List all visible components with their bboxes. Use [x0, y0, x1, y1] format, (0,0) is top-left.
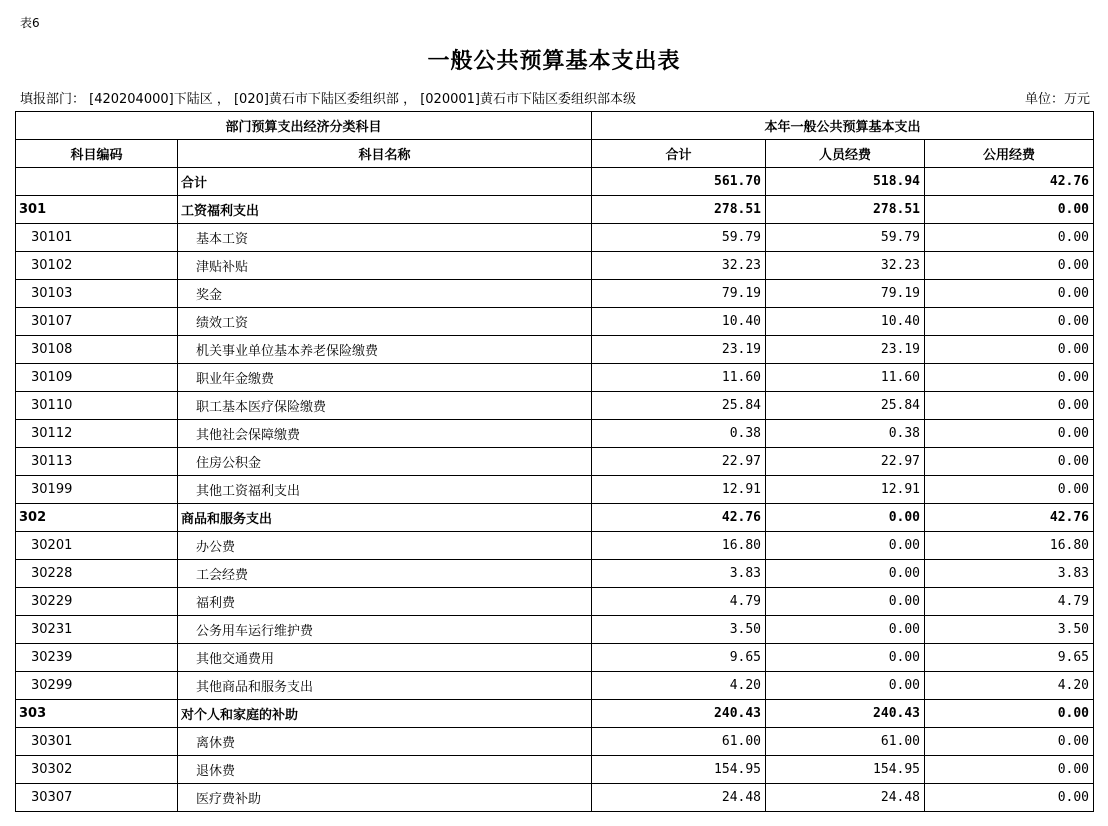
cell-personnel: 25.84	[766, 392, 925, 420]
cell-total: 16.80	[592, 532, 766, 560]
table-row	[16, 504, 1094, 532]
cell-code: 30199	[16, 476, 178, 504]
budget-table	[15, 111, 1094, 812]
cell-total: 3.83	[592, 560, 766, 588]
cell-total: 0.38	[592, 420, 766, 448]
cell-public: 0.00	[925, 364, 1094, 392]
header-public: 公用经费	[925, 140, 1094, 168]
cell-code: 30239	[16, 644, 178, 672]
cell-public: 0.00	[925, 252, 1094, 280]
table-row	[16, 644, 1094, 672]
cell-total: 32.23	[592, 252, 766, 280]
header-code: 科目编码	[16, 140, 178, 168]
cell-name: 办公费	[178, 532, 592, 560]
cell-code	[16, 168, 178, 196]
cell-public: 0.00	[925, 308, 1094, 336]
cell-public: 0.00	[925, 756, 1094, 784]
table-row	[16, 616, 1094, 644]
cell-personnel: 0.38	[766, 420, 925, 448]
cell-public: 0.00	[925, 280, 1094, 308]
cell-name: 绩效工资	[178, 308, 592, 336]
cell-name: 其他交通费用	[178, 644, 592, 672]
table-row	[16, 224, 1094, 252]
cell-code: 30299	[16, 672, 178, 700]
cell-name: 住房公积金	[178, 448, 592, 476]
cell-code: 302	[16, 504, 178, 532]
cell-name: 工会经费	[178, 560, 592, 588]
table-row	[16, 560, 1094, 588]
cell-personnel: 0.00	[766, 644, 925, 672]
cell-name: 合计	[178, 168, 592, 196]
table-row	[16, 336, 1094, 364]
cell-public: 9.65	[925, 644, 1094, 672]
cell-public: 0.00	[925, 196, 1094, 224]
cell-total: 24.48	[592, 784, 766, 812]
table-row	[16, 756, 1094, 784]
cell-personnel: 11.60	[766, 364, 925, 392]
cell-public: 0.00	[925, 476, 1094, 504]
cell-total: 22.97	[592, 448, 766, 476]
cell-personnel: 12.91	[766, 476, 925, 504]
cell-total: 79.19	[592, 280, 766, 308]
cell-personnel: 24.48	[766, 784, 925, 812]
cell-code: 30228	[16, 560, 178, 588]
cell-public: 0.00	[925, 420, 1094, 448]
cell-name: 对个人和家庭的补助	[178, 700, 592, 728]
cell-name: 其他工资福利支出	[178, 476, 592, 504]
cell-total: 278.51	[592, 196, 766, 224]
table-row	[16, 196, 1094, 224]
cell-name: 基本工资	[178, 224, 592, 252]
table-row	[16, 588, 1094, 616]
cell-public: 0.00	[925, 784, 1094, 812]
cell-personnel: 23.19	[766, 336, 925, 364]
cell-public: 0.00	[925, 392, 1094, 420]
cell-name: 奖金	[178, 280, 592, 308]
cell-personnel: 278.51	[766, 196, 925, 224]
cell-total: 11.60	[592, 364, 766, 392]
cell-public: 4.79	[925, 588, 1094, 616]
cell-personnel: 154.95	[766, 756, 925, 784]
cell-total: 12.91	[592, 476, 766, 504]
cell-code: 30109	[16, 364, 178, 392]
cell-code: 303	[16, 700, 178, 728]
cell-total: 561.70	[592, 168, 766, 196]
cell-total: 23.19	[592, 336, 766, 364]
table-row	[16, 476, 1094, 504]
table-row	[16, 392, 1094, 420]
cell-code: 30307	[16, 784, 178, 812]
cell-name: 职业年金缴费	[178, 364, 592, 392]
cell-personnel: 518.94	[766, 168, 925, 196]
cell-public: 4.20	[925, 672, 1094, 700]
cell-code: 30107	[16, 308, 178, 336]
table-row	[16, 448, 1094, 476]
table-row	[16, 280, 1094, 308]
table-number: 表6	[20, 16, 40, 30]
cell-total: 4.20	[592, 672, 766, 700]
cell-total: 4.79	[592, 588, 766, 616]
cell-total: 61.00	[592, 728, 766, 756]
cell-total: 25.84	[592, 392, 766, 420]
header-group-classification: 部门预算支出经济分类科目	[16, 112, 592, 140]
cell-personnel: 0.00	[766, 588, 925, 616]
cell-public: 0.00	[925, 700, 1094, 728]
table-body	[16, 168, 1094, 812]
cell-code: 301	[16, 196, 178, 224]
cell-total: 240.43	[592, 700, 766, 728]
cell-name: 退休费	[178, 756, 592, 784]
header-group-basic-expenditure: 本年一般公共预算基本支出	[592, 112, 1094, 140]
header-name: 科目名称	[178, 140, 592, 168]
cell-public: 0.00	[925, 224, 1094, 252]
cell-total: 10.40	[592, 308, 766, 336]
table-row	[16, 784, 1094, 812]
cell-code: 30110	[16, 392, 178, 420]
cell-code: 30229	[16, 588, 178, 616]
cell-public: 42.76	[925, 504, 1094, 532]
page-title: 一般公共预算基本支出表	[427, 49, 681, 74]
cell-public: 3.50	[925, 616, 1094, 644]
cell-personnel: 10.40	[766, 308, 925, 336]
table-row	[16, 728, 1094, 756]
cell-name: 职工基本医疗保险缴费	[178, 392, 592, 420]
cell-personnel: 240.43	[766, 700, 925, 728]
cell-personnel: 0.00	[766, 560, 925, 588]
cell-personnel: 0.00	[766, 504, 925, 532]
cell-name: 其他社会保障缴费	[178, 420, 592, 448]
header-total: 合计	[592, 140, 766, 168]
table-row	[16, 672, 1094, 700]
cell-name: 医疗费补助	[178, 784, 592, 812]
cell-public: 3.83	[925, 560, 1094, 588]
cell-personnel: 0.00	[766, 532, 925, 560]
cell-total: 3.50	[592, 616, 766, 644]
cell-code: 30103	[16, 280, 178, 308]
cell-name: 商品和服务支出	[178, 504, 592, 532]
cell-public: 0.00	[925, 336, 1094, 364]
cell-code: 30108	[16, 336, 178, 364]
cell-code: 30113	[16, 448, 178, 476]
cell-name: 津贴补贴	[178, 252, 592, 280]
header-personnel: 人员经费	[766, 140, 925, 168]
cell-name: 福利费	[178, 588, 592, 616]
cell-public: 16.80	[925, 532, 1094, 560]
unit-label: 单位：万元	[1024, 92, 1090, 107]
cell-code: 30301	[16, 728, 178, 756]
cell-code: 30231	[16, 616, 178, 644]
cell-name: 离休费	[178, 728, 592, 756]
table-row	[16, 700, 1094, 728]
cell-public: 0.00	[925, 448, 1094, 476]
cell-personnel: 32.23	[766, 252, 925, 280]
cell-personnel: 61.00	[766, 728, 925, 756]
cell-total: 154.95	[592, 756, 766, 784]
table-row	[16, 420, 1094, 448]
cell-code: 30102	[16, 252, 178, 280]
cell-name: 公务用车运行维护费	[178, 616, 592, 644]
cell-total: 9.65	[592, 644, 766, 672]
cell-public: 42.76	[925, 168, 1094, 196]
cell-name: 其他商品和服务支出	[178, 672, 592, 700]
table-row	[16, 308, 1094, 336]
cell-code: 30101	[16, 224, 178, 252]
cell-personnel: 59.79	[766, 224, 925, 252]
table-row	[16, 168, 1094, 196]
cell-name: 机关事业单位基本养老保险缴费	[178, 336, 592, 364]
cell-public: 0.00	[925, 728, 1094, 756]
cell-personnel: 79.19	[766, 280, 925, 308]
cell-code: 30302	[16, 756, 178, 784]
cell-code: 30112	[16, 420, 178, 448]
cell-personnel: 22.97	[766, 448, 925, 476]
cell-total: 59.79	[592, 224, 766, 252]
table-row	[16, 532, 1094, 560]
cell-personnel: 0.00	[766, 616, 925, 644]
cell-code: 30201	[16, 532, 178, 560]
table-row	[16, 364, 1094, 392]
filing-department: 填报部门： [420204000]下陆区 ， [020]黄石市下陆区委组织部 ， [020001]黄石市下陆区委组织部本级	[20, 92, 636, 107]
table-row	[16, 252, 1094, 280]
cell-total: 42.76	[592, 504, 766, 532]
cell-name: 工资福利支出	[178, 196, 592, 224]
cell-personnel: 0.00	[766, 672, 925, 700]
